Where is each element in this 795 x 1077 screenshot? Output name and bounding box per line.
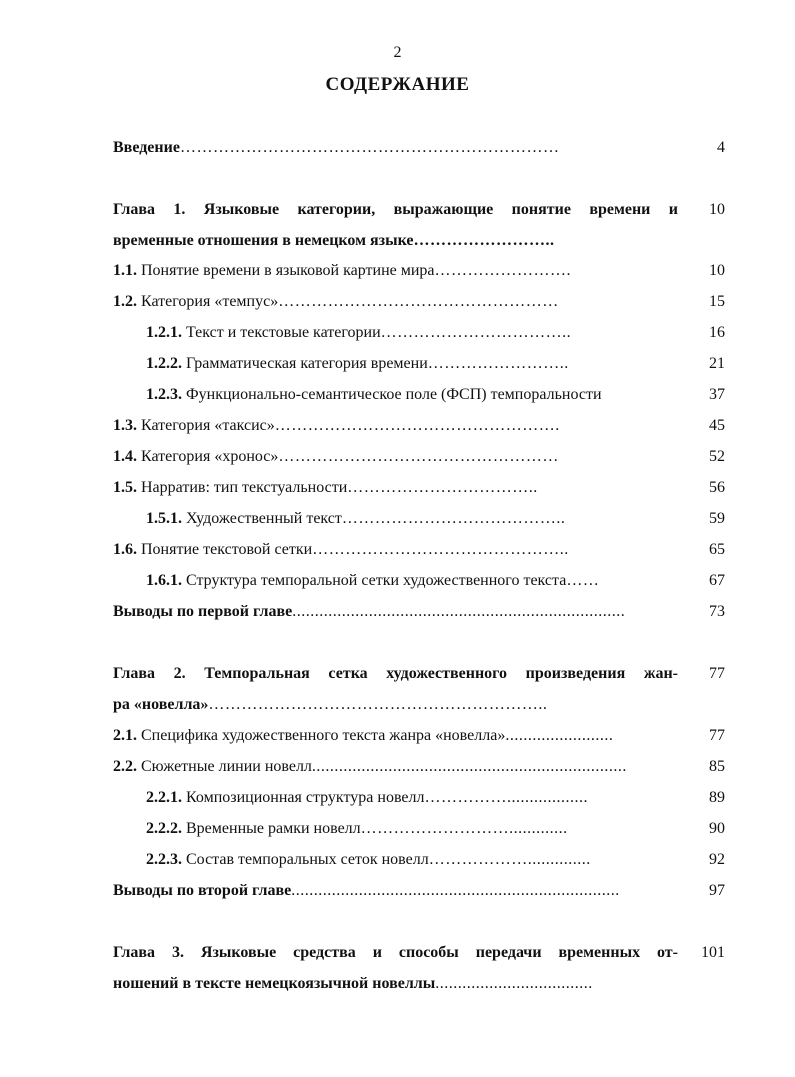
toc-entry-label: Понятие времени в языковой картине мира bbox=[141, 262, 435, 279]
toc-entry-1-2-1[interactable] bbox=[113, 323, 725, 345]
chapter-heading-line: ра «новелла» bbox=[113, 696, 209, 713]
dot-leader: ……………………………………….. bbox=[312, 541, 569, 558]
toc-page-number: 89 bbox=[709, 789, 725, 806]
dot-leader: …………………….. bbox=[427, 355, 569, 372]
toc-entry-label: Текст и текстовые категории bbox=[186, 324, 381, 341]
dot-leader: ...................................................................... bbox=[311, 758, 627, 775]
toc-entry-label: Художественный текст bbox=[186, 510, 342, 527]
dot-leader: …………….................. bbox=[424, 789, 588, 806]
toc-entry-2-2-2[interactable] bbox=[113, 819, 725, 841]
toc-chapter-1-heading[interactable] bbox=[113, 200, 725, 222]
toc-entry-2-2[interactable] bbox=[113, 757, 725, 779]
toc-chapter-1-heading-cont[interactable] bbox=[113, 231, 725, 253]
chapter-heading-line: Глава 3. Языковые средства и способы передачи временных от- bbox=[113, 944, 678, 961]
toc-page-number: 37 bbox=[709, 386, 725, 403]
dot-leader: .......................................................................... bbox=[292, 603, 626, 620]
toc-page-number: 45 bbox=[709, 417, 725, 434]
toc-page-number: 73 bbox=[709, 603, 725, 620]
toc-entry-number: 2.2.2. bbox=[146, 820, 182, 837]
toc-entry-1-4[interactable] bbox=[113, 447, 725, 469]
toc-page-number: 10 bbox=[709, 201, 725, 218]
toc-page-number: 16 bbox=[709, 324, 725, 341]
toc-entry-label: Состав темпоральных сеток новелл bbox=[186, 851, 429, 868]
toc-entry-label: Функционально-семантическое поле (ФСП) темпоральности bbox=[186, 386, 602, 403]
toc-entry-label: Выводы по первой главе bbox=[113, 603, 293, 620]
toc-entry-conclusion-1[interactable] bbox=[113, 602, 725, 624]
toc-entry-number: 1.1. bbox=[113, 262, 137, 279]
toc-entry-number: 1.2.2. bbox=[146, 355, 182, 372]
dot-leader: ……………………. bbox=[434, 262, 572, 279]
toc-entry-label: Нарратив: тип текстуальности bbox=[141, 479, 348, 496]
toc-page-number: 85 bbox=[709, 758, 725, 775]
toc-page-number: 77 bbox=[709, 727, 725, 744]
toc-entry-2-2-3[interactable] bbox=[113, 850, 725, 872]
dot-leader: ………………………............. bbox=[360, 820, 568, 837]
toc-page-number: 56 bbox=[709, 479, 725, 496]
toc-entry-1-2-2[interactable] bbox=[113, 354, 725, 376]
toc-entry-number: 1.2.1. bbox=[146, 324, 182, 341]
toc-page-number: 59 bbox=[709, 510, 725, 527]
toc-entry-number: 1.4. bbox=[113, 448, 137, 465]
toc-page-number: 97 bbox=[709, 882, 725, 899]
dot-leader: ................................... bbox=[435, 975, 593, 992]
dot-leader: …………………………….. bbox=[347, 479, 538, 496]
toc-page-number: 52 bbox=[709, 448, 725, 465]
toc-entry-1-5-1[interactable] bbox=[113, 509, 725, 531]
dot-leader: ………………………………….. bbox=[341, 510, 566, 527]
toc-entry-1-3[interactable] bbox=[113, 416, 725, 438]
dot-leader: …………………………….. bbox=[380, 324, 572, 341]
dot-leader: …………………………………………… bbox=[278, 293, 559, 310]
toc-page-number: 101 bbox=[701, 944, 725, 961]
chapter-heading-line: Глава 2. Темпоральная сетка художественного произведения жан- bbox=[113, 665, 678, 682]
toc-page-number: 4 bbox=[717, 139, 725, 156]
toc-entry-number: 2.2.3. bbox=[146, 851, 182, 868]
toc-entry-number: 1.3. bbox=[113, 417, 137, 434]
toc-entry-1-2-3[interactable] bbox=[113, 385, 725, 407]
toc-entry-1-1[interactable] bbox=[113, 261, 725, 283]
dot-leader: …………………….. bbox=[413, 232, 555, 249]
dot-leader: …… bbox=[566, 572, 600, 589]
toc-entry-label: Композиционная структура новелл bbox=[186, 789, 425, 806]
toc-entry-intro[interactable] bbox=[113, 138, 725, 160]
chapter-heading-line: временные отношения в немецком языке bbox=[113, 232, 414, 249]
toc-entry-label: Специфика художественного текста жанра «новелла» bbox=[141, 727, 506, 744]
toc-chapter-3-heading-cont[interactable] bbox=[113, 974, 725, 996]
toc-entry-number: 2.2. bbox=[113, 758, 137, 775]
toc-page-number: 15 bbox=[709, 293, 725, 310]
toc-entry-label: Категория «темпус» bbox=[141, 293, 279, 310]
toc-entry-number: 1.6.1. bbox=[146, 572, 182, 589]
toc-entry-number: 1.2. bbox=[113, 293, 137, 310]
toc-page-number: 77 bbox=[709, 665, 725, 682]
toc-entry-label: Введение bbox=[113, 139, 180, 156]
dot-leader: ……………………………………………. bbox=[274, 417, 560, 434]
toc-entry-number: 2.2.1. bbox=[146, 789, 182, 806]
page-number: 2 bbox=[393, 44, 402, 61]
toc-page-number: 90 bbox=[709, 820, 725, 837]
toc-entry-label: Временные рамки новелл bbox=[186, 820, 361, 837]
toc-chapter-3-heading[interactable] bbox=[113, 943, 725, 965]
toc-entry-label: Понятие текстовой сетки bbox=[141, 541, 313, 558]
toc-entry-number: 1.2.3. bbox=[146, 386, 182, 403]
toc-page-number: 67 bbox=[709, 572, 725, 589]
toc-entry-label: Выводы по второй главе bbox=[113, 882, 292, 899]
toc-entry-1-2[interactable] bbox=[113, 292, 725, 314]
toc-chapter-2-heading-cont[interactable] bbox=[113, 695, 725, 717]
toc-entry-2-2-1[interactable] bbox=[113, 788, 725, 810]
toc-entry-1-6-1[interactable] bbox=[113, 571, 725, 593]
toc-entry-label: Сюжетные линии новелл bbox=[141, 758, 312, 775]
toc-entry-conclusion-2[interactable] bbox=[113, 881, 725, 903]
dot-leader: ......................................................................... bbox=[291, 882, 620, 899]
toc-page-number: 65 bbox=[709, 541, 725, 558]
chapter-heading-line: ношений в тексте немецкоязычной новеллы bbox=[113, 975, 436, 992]
toc-chapter-2-heading[interactable] bbox=[113, 664, 725, 686]
toc-entry-number: 2.1. bbox=[113, 727, 137, 744]
toc-entry-label: Категория «таксис» bbox=[141, 417, 275, 434]
toc-page-number: 10 bbox=[709, 262, 725, 279]
dot-leader: ........................ bbox=[505, 727, 614, 744]
toc-page-number: 21 bbox=[709, 355, 725, 372]
toc-entry-label: Структура темпоральной сетки художественного текста bbox=[186, 572, 567, 589]
dot-leader: …………………………………………………………… bbox=[179, 139, 560, 156]
toc-entry-label: Грамматическая категория времени bbox=[186, 355, 428, 372]
toc-entry-number: 1.5.1. bbox=[146, 510, 182, 527]
toc-entry-1-6[interactable] bbox=[113, 540, 725, 562]
toc-entry-1-5[interactable] bbox=[113, 478, 725, 500]
toc-entry-2-1[interactable] bbox=[113, 726, 725, 748]
toc-entry-number: 1.6. bbox=[113, 541, 137, 558]
page-title: СОДЕРЖАНИЕ bbox=[325, 74, 470, 95]
dot-leader: ……………….............. bbox=[428, 851, 591, 868]
dot-leader: …………………………………………………….. bbox=[208, 696, 548, 713]
dot-leader: …………………………………………… bbox=[278, 448, 559, 465]
chapter-heading-line: Глава 1. Языковые категории, выражающие понятие времени и bbox=[113, 201, 678, 218]
toc-entry-label: Категория «хронос» bbox=[141, 448, 279, 465]
toc-entry-number: 1.5. bbox=[113, 479, 137, 496]
toc-page-number: 92 bbox=[709, 851, 725, 868]
